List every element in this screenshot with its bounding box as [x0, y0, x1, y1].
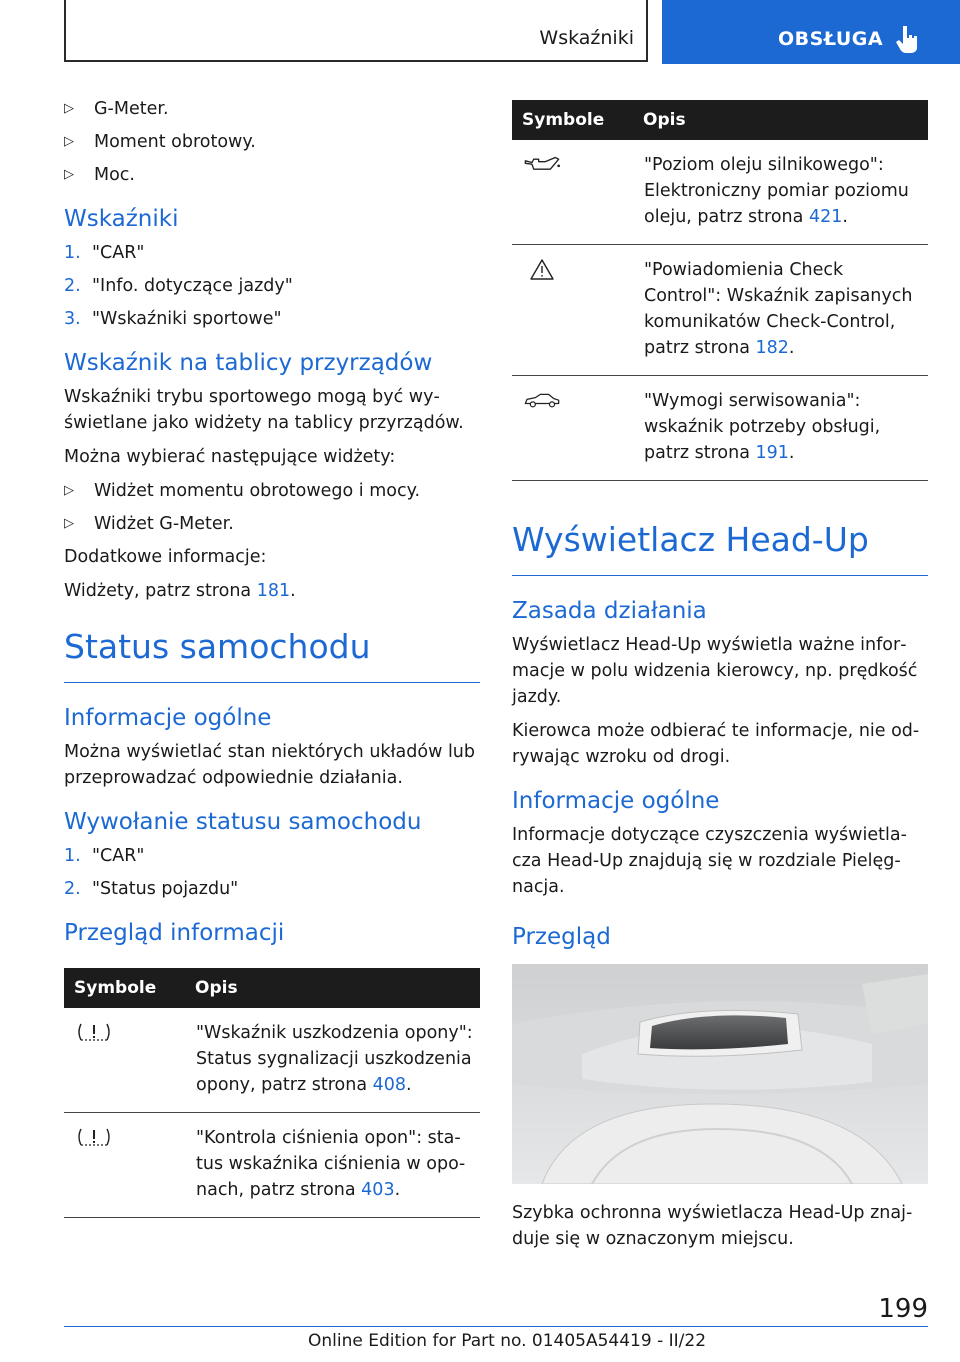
list-item-text: Moc.: [94, 165, 135, 185]
left-column: [64, 96, 480, 1218]
step-number: 1.: [64, 846, 81, 866]
step-item: [64, 240, 480, 266]
heading-info-ogolne-hud: Informacje ogólne: [512, 788, 720, 814]
pointing-hand-icon: [894, 24, 920, 54]
step-text: "Wskaźniki sportowe": [92, 309, 282, 329]
warning-triangle-icon: [522, 257, 562, 283]
heading-zasada: Zasada działania: [512, 598, 707, 624]
tire-pressure-monitor-icon: [74, 1125, 114, 1151]
right-column: [512, 100, 928, 1260]
edition-text: Online Edition for Part no. 01405A54419 - II/22: [308, 1331, 707, 1351]
chapter-tab[interactable]: [662, 0, 960, 64]
desc-end: .: [394, 1180, 401, 1200]
paragraph-dodatkowe: Dodatkowe informacje:: [64, 547, 267, 567]
list-item: [64, 478, 480, 504]
desc-text: "Wymogi serwisowania": wskaźnik potrzeby obsługi, patrz strona: [644, 391, 881, 463]
column-header-symbol: Symbole: [512, 100, 643, 140]
step-number: 2.: [64, 276, 81, 296]
page-link[interactable]: 421: [808, 207, 843, 227]
list-item-text: Widżet G-Meter.: [94, 514, 234, 534]
step-text: "CAR": [92, 846, 145, 866]
column-header-symbol: Symbole: [64, 968, 195, 1008]
step-text: "Status pojazdu": [92, 879, 239, 899]
step-number: 3.: [64, 309, 81, 329]
desc-end: .: [842, 207, 848, 227]
heading-przeglad: Przegląd: [512, 924, 611, 950]
desc-text: "Powiadomienia Check Control": Wskaźnik zapisanych komunikatów Check-Control, patrz strona: [644, 260, 913, 358]
triangle-bullet-icon: ▷: [64, 134, 74, 149]
photo-caption: Szybka ochronna wyświetlacza Head-Up znajduje się w oznaczonym miejscu.: [512, 1203, 913, 1249]
footer-divider: [64, 1326, 928, 1327]
paragraph-wybierac: Można wybierać następujące widżety:: [64, 447, 396, 467]
paragraph-zasada-2: Kierowca może odbierać te informacje, nie odrywając wzroku od drogi.: [512, 721, 920, 767]
desc-text: "Kontrola ciśnienia opon": status wskaźnika ciśnienia w oponach, patrz strona: [196, 1128, 466, 1200]
page-link[interactable]: 191: [755, 443, 789, 463]
section-title: Wskaźniki: [539, 27, 634, 49]
list-item: [64, 129, 480, 155]
list-item: [64, 162, 480, 188]
step-item: [64, 876, 480, 902]
list-item: [64, 511, 480, 537]
heading-wskazniki: Wskaźniki: [64, 206, 179, 232]
column-header-desc: Opis: [643, 100, 928, 140]
heading-wyswietlacz-head-up: Wyświetlacz Head-Up: [512, 519, 928, 576]
step-item: [64, 306, 480, 332]
service-car-icon: [522, 388, 562, 414]
heading-tablica: Wskaźnik na tablicy przyrządów: [64, 350, 433, 376]
symbols-table-left: [64, 968, 480, 1218]
symbols-table-right: [512, 100, 928, 481]
desc-text: "Poziom oleju silnikowego": Elektroniczny pomiar poziomu oleju, patrz strona: [644, 155, 909, 227]
step-text: "Info. dotyczące jazdy": [92, 276, 293, 296]
list-item-text: Widżet momentu obrotowego i mocy.: [94, 481, 421, 501]
desc-text: "Wskaźnik uszkodzenia opony": Status sygnalizacji uszkodzenia opony, patrz strona: [196, 1023, 473, 1095]
ref-text: Widżety, patrz strona: [64, 581, 257, 601]
oil-can-icon: [522, 152, 562, 178]
page-link[interactable]: 181: [256, 581, 291, 601]
triangle-bullet-icon: ▷: [64, 483, 74, 498]
list-item: [64, 96, 480, 122]
tire-pressure-warning-icon: [74, 1020, 114, 1046]
step-number: 2.: [64, 879, 81, 899]
header-section-box: [64, 0, 648, 62]
triangle-bullet-icon: ▷: [64, 167, 74, 182]
page-number: 199: [878, 1294, 928, 1324]
desc-end: .: [788, 338, 795, 358]
paragraph-zasada-1: Wyświetlacz Head-Up wyświetla ważne informacje w polu widzenia kierowcy, np. prędkość jazdy.: [512, 635, 918, 707]
heading-status-samochodu: Status samochodu: [64, 626, 480, 683]
paragraph-tablica: Wskaźniki trybu sportowego mogą być wyświetlane jako widżety na tablicy przyrządów.: [64, 387, 464, 433]
step-item: [64, 273, 480, 299]
step-number: 1.: [64, 243, 81, 263]
triangle-bullet-icon: ▷: [64, 101, 74, 116]
step-text: "CAR": [92, 243, 145, 263]
list-item-text: G-Meter.: [94, 99, 169, 119]
heading-info-ogolne: Informacje ogólne: [64, 705, 272, 731]
page-link[interactable]: 182: [755, 338, 789, 358]
list-item-text: Moment obrotowy.: [94, 132, 256, 152]
desc-end: .: [788, 443, 795, 463]
paragraph-info-ogolne: Można wyświetlać stan niektórych układów lub przeprowadzać odpowiednie działania.: [64, 742, 476, 788]
desc-end: .: [406, 1075, 412, 1095]
paragraph-info-ogolne-hud: Informacje dotyczące czyszczenia wyświetlacza Head-Up znajdują się w rozdziale Pielęgnacja.: [512, 825, 907, 897]
ref-end: .: [290, 581, 296, 601]
table-row: [64, 1008, 480, 1113]
paragraph-widzety: [64, 578, 480, 604]
triangle-bullet-icon: ▷: [64, 516, 74, 531]
table-row: [512, 245, 928, 376]
table-header-row: [512, 100, 928, 140]
page-link[interactable]: 403: [361, 1180, 395, 1200]
step-item: [64, 843, 480, 869]
chapter-tab-label: OBSŁUGA: [778, 28, 884, 50]
page-link[interactable]: 408: [372, 1075, 407, 1095]
table-row: [512, 376, 928, 481]
heading-przeglad-informacji: Przegląd informacji: [64, 920, 285, 946]
table-row: [512, 140, 928, 245]
column-header-desc: Opis: [195, 968, 480, 1008]
table-header-row: [64, 968, 480, 1008]
head-up-display-photo: [512, 964, 928, 1184]
table-row: [64, 1113, 480, 1218]
heading-wywolanie: Wywołanie statusu samochodu: [64, 809, 422, 835]
